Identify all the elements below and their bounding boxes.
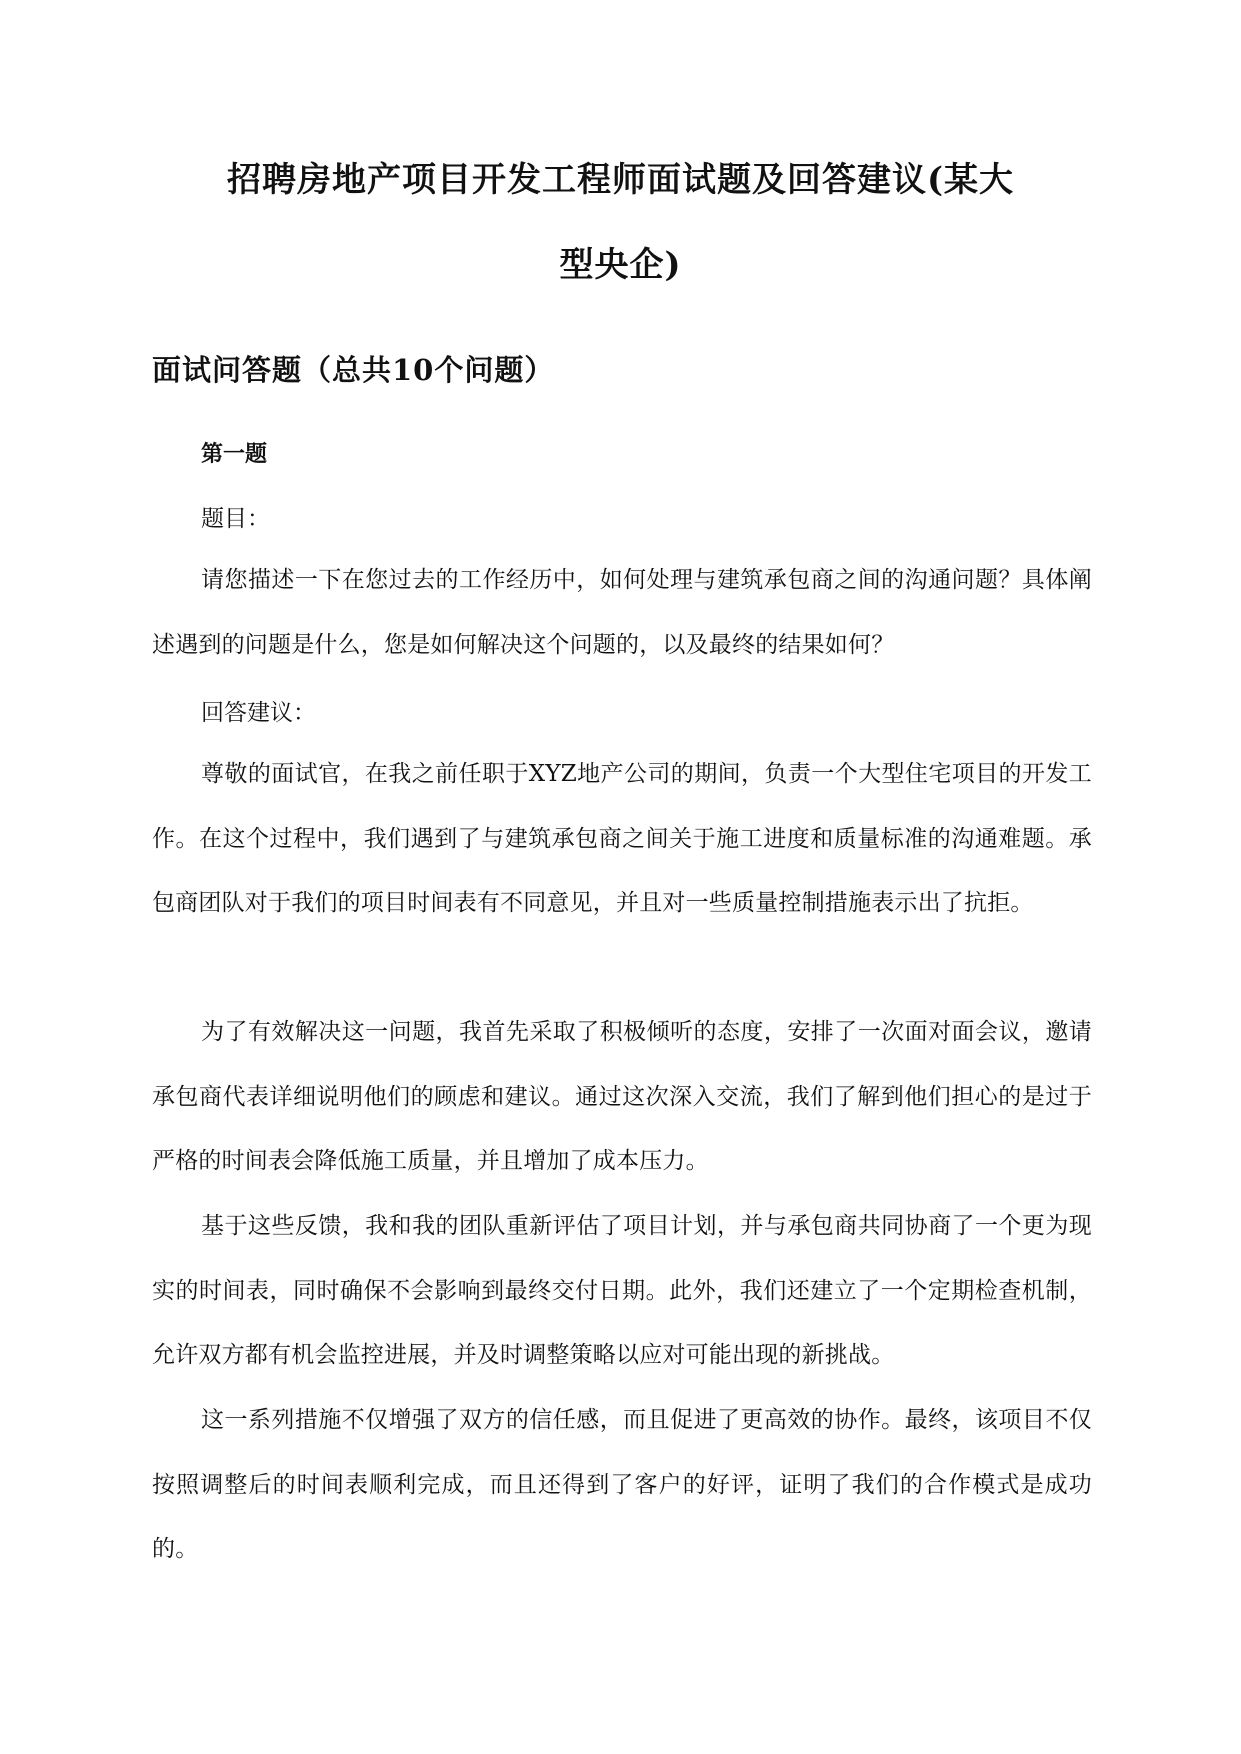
question-text: 请您描述一下在您过去的工作经历中，如何处理与建筑承包商之间的沟通问题？具体阐述遇到的问题是什么，您是如何解决这个问题的，以及最终的结果如何？ bbox=[152, 567, 1092, 658]
document-title-line-2: 型央企) bbox=[559, 245, 682, 285]
answer-label: 回答建议： bbox=[201, 700, 316, 726]
answer-paragraph: 为了有效解决这一问题，我首先采取了积极倾听的态度，安排了一次面对面会议，邀请承包商代表详细说明他们的顾虑和建议。通过这次深入交流，我们了解到他们担心的是过于严格的时间表会降低施工质量，并且增加了成本压力。 bbox=[152, 1019, 1092, 1174]
answer-paragraph: 这一系列措施不仅增强了双方的信任感，而且促进了更高效的协作。最终，该项目不仅按照调整后的时间表顺利完成，而且还得到了客户的好评，证明了我们的合作模式是成功的。 bbox=[152, 1407, 1092, 1562]
answer-paragraph: 尊敬的面试官，在我之前任职于XYZ地产公司的期间，负责一个大型住宅项目的开发工作。在这个过程中，我们遇到了与建筑承包商之间关于施工进度和质量标准的沟通难题。承包商团队对于我们的项目时间表有不同意见，并且对一些质量控制措施表示出了抗拒。 bbox=[152, 761, 1092, 916]
question-heading: 第一题 bbox=[201, 441, 268, 467]
question-label: 题目： bbox=[201, 506, 270, 532]
answer-paragraph: 基于这些反馈，我和我的团队重新评估了项目计划，并与承包商共同协商了一个更为现实的时间表，同时确保不会影响到最终交付日期。此外，我们还建立了一个定期检查机制，允许双方都有机会监控进展，并及时调整策略以应对可能出现的新挑战。 bbox=[152, 1213, 1092, 1368]
section-heading: 面试问答题（总共10个问题） bbox=[152, 353, 555, 387]
document-title-line-1: 招聘房地产项目开发工程师面试题及回答建议(某大 bbox=[226, 160, 1015, 200]
